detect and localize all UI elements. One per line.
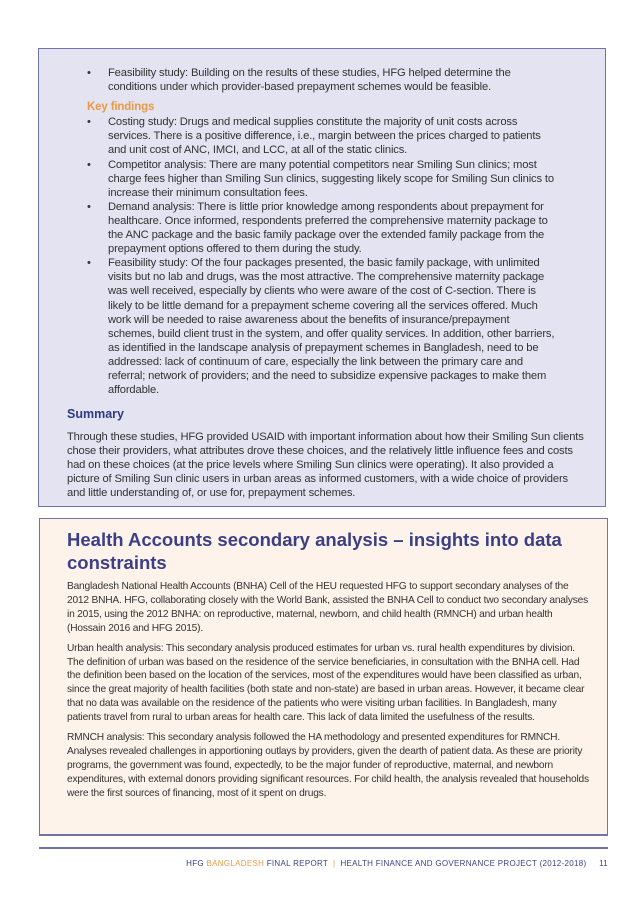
paragraph: Bangladesh National Health Accounts (BNHA) Cell of the HEU requested HFG to support secondary analyses of the 2012 BNHA. HFG, collaborating closely with the World Bank, assisted the BNHA Cell to conduct two secondary analyses in 2015, using the 2012 BNHA: on reproductive, maternal, newborn, and child health (RMNCH) and urban health (Hossain 2016 and HFG 2015). <box>67 581 588 634</box>
paragraph: RMNCH analysis: This secondary analysis followed the HA methodology and presented expenditures for RMNCH. Analyses revealed challenges in apportioning outlays by providers, given the dearth of patient data. As these are priority programs, the government was found, expectedly, to be the major funder of reproductive, maternal, and newborn expenditures, with external donors providing significant resources. For child health, the analysis revealed that households were the first sources of financing, most of it spent on drugs. <box>67 732 589 799</box>
key-findings-list <box>87 115 557 397</box>
section-title: Health Accounts secondary analysis – insights into data constraints <box>67 529 562 573</box>
list-item: • Costing study: Drugs and medical supplies constitute the majority of unit costs across services. There is a positive difference, i.e., margin between the prices charged to patients and unit cost of ANC, IMCI, and LCC, at all of the static clinics. <box>87 115 557 157</box>
paragraph: Urban health analysis: This secondary analysis produced estimates for urban vs. rural health expenditures by division. The definition of urban was based on the residence of the service beneficiaries, in consultation with the BNHA cell. Had the definition been based on the location of the services, most of the expenditures would have been classified as urban, since the great majority of health facilities (both state and non-state) are based in urban areas. However, it became clear that no data was available on the residence of the patients who were visiting urban facilities. In Bangladesh, many patients travel from rural to urban areas for health care. This lack of data limited the usefulness of the results. <box>67 642 585 724</box>
summary-text: Through these studies, HFG provided USAID with important information about how their Smiling Sun clients chose their providers, what attributes drove these choices, and the relatively little influence fees and costs had on these choices (at the price levels where Smiling Sun clinics were operating). It also provided a picture of Smiling Sun clinic users in urban areas as informed customers, with a wide choice of providers and little understanding of, or use for, prepayment schemes. <box>67 431 584 500</box>
list-item: • Feasibility study: Building on the results of these studies, HFG helped determine the conditions under which provider-based prepayment schemes would be feasible. <box>87 66 557 94</box>
health-accounts-box <box>39 518 608 836</box>
footer-final-report: FINAL REPORT <box>266 859 328 868</box>
footer-hfg: HFG <box>186 859 204 868</box>
footer-separator: | <box>333 859 336 868</box>
intro-bullet-list <box>87 66 557 94</box>
footer-divider <box>39 847 608 849</box>
list-item: • Competitor analysis: There are many potential competitors near Smiling Sun clinics; most charge fees higher than Smiling Sun clinics, suggesting likely scope for Smiling Sun clinics to increase their minimum consultation fees. <box>87 158 557 200</box>
footer-project: HEALTH FINANCE AND GOVERNANCE PROJECT (2012-2018) <box>340 859 587 868</box>
page-footer <box>186 859 608 868</box>
key-findings-heading: Key findings <box>87 101 155 114</box>
findings-content <box>87 66 557 397</box>
section-body <box>67 580 590 807</box>
footer-bangladesh: BANGLADESH <box>206 859 265 868</box>
list-item: • Feasibility study: Of the four packages presented, the basic family package, with unlimited visits but no lab and drugs, was the most attractive. The comprehensive maternity package was well received, especially by clients who were aware of the cost of C-section. There is likely to be little demand for a prepayment scheme covering all the services offered. Much work will be needed to raise awareness about the benefits of insurance/prepayment schemes, build client trust in the system, and offer quality services. In addition, other barriers, as identified in the landscape analysis of prepayment schemes in Bangladesh, need to be addressed: lack of continuum of care, especially the link between the primary care and referral; network of providers; and the need to subsidize expensive packages to make them affordable. <box>87 256 557 397</box>
key-findings-box <box>38 48 606 507</box>
list-item: • Demand analysis: There is little prior knowledge among respondents about prepayment for healthcare. Once informed, respondents preferred the comprehensive maternity package to the ANC package and the basic family package over the extended family package from the prepayment options offered to them during the study. <box>87 200 557 256</box>
page-number: 11 <box>599 859 608 868</box>
summary-heading: Summary <box>67 407 124 421</box>
